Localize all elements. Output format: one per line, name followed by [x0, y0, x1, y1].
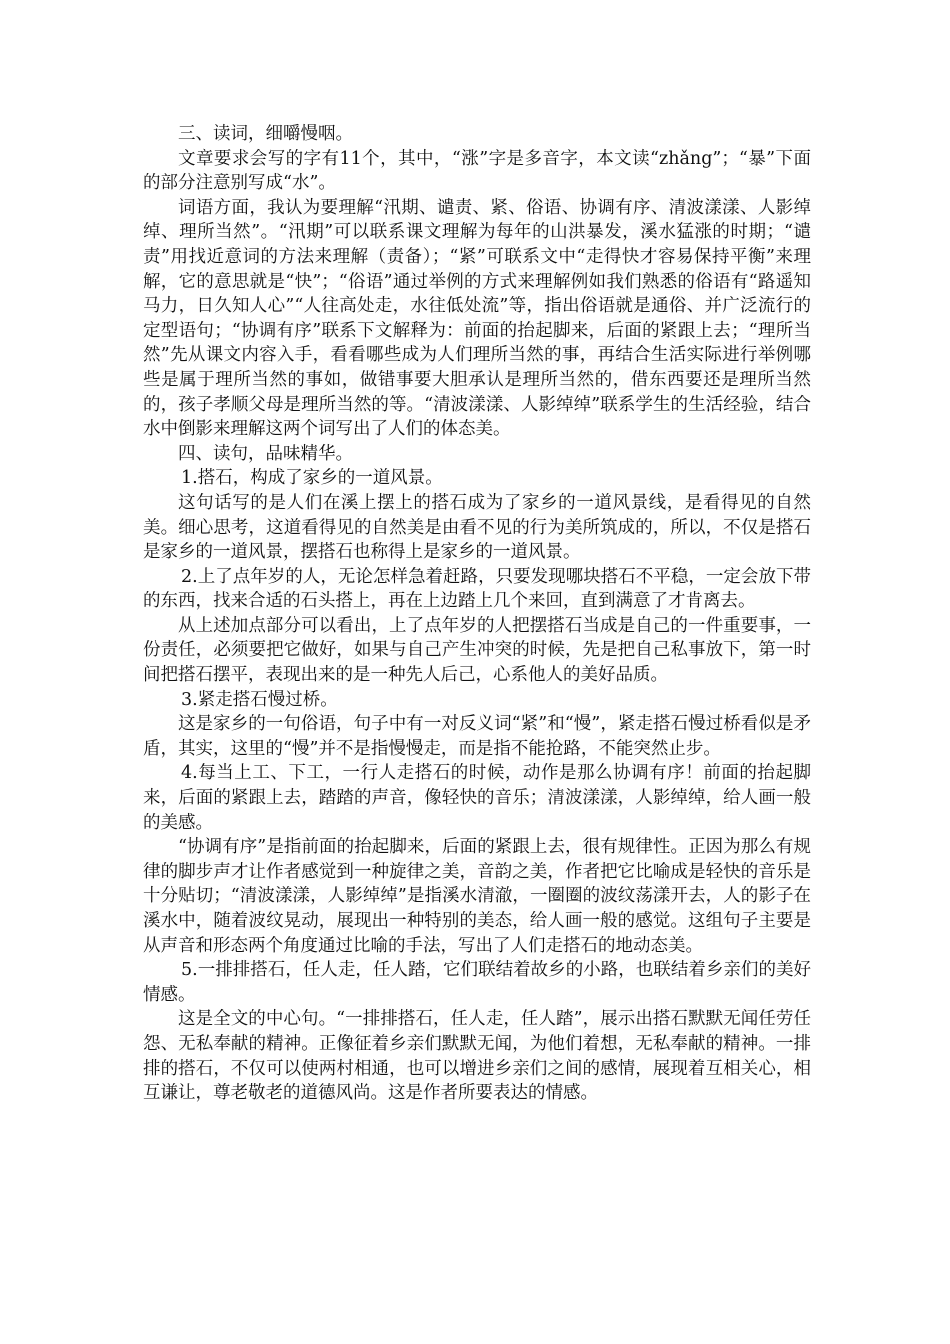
body-paragraph: 这是家乡的一句俗语，句子中有一对反义词“紧”和“慢”，紧走搭石慢过桥看似是矛盾，其实，这里的“慢”并不是指慢慢走，而是指不能抢路，不能突然止步。 [143, 714, 811, 759]
body-paragraph: “协调有序”是指前面的抬起脚来，后面的紧跟上去，很有规律性。正因为那么有规律的脚步声才让作者感觉到一种旋律之美，音韵之美，作者把它比喻成是轻快的音乐是十分贴切；“清波漾漾，人影绰绰”是指溪水清澈，一圈圈的波纹荡漾开去，人的影子在溪水中，随着波纹晃动，展现出一种特别的美态，给人画一般的感觉。这组句子主要是从声音和形态两个角度通过比喻的手法，写出了人们走搭石的地动态美。 [143, 837, 811, 956]
numbered-sentence-1: 1.搭石，构成了家乡的一道风景。 [181, 468, 443, 489]
body-paragraph: 文章要求会写的字有11个，其中，“涨”字是多音字，本文读“zhǎng”；“暴”下面的部分注意别写成“水”。 [143, 148, 811, 194]
section-heading-4: 四、读句，品味精华。 [178, 443, 353, 464]
body-paragraph: 这句话写的是人们在溪上摆上的搭石成为了家乡的一道风景线，是看得见的自然美。细心思考，这道看得见的自然美是由看不见的行为美所筑成的，所以，不仅是搭石是家乡的一道风景，摆搭石也称得上是家乡的一道风景。 [143, 492, 811, 563]
document-page [143, 122, 811, 1106]
body-paragraph: 这是全文的中心句。“一排排搭石，任人走，任人踏”，展示出搭石默默无闻任劳任怨、无私奉献的精神。正像征着乡亲们默默无闻，为他们着想，无私奉献的精神。一排排的搭石，不仅可以使两村相通，也可以增进乡亲们之间的感情，展现着互相关心，相互谦让，尊老敬老的道德风尚。这是作者所要表达的情感。 [143, 1009, 811, 1104]
body-paragraph: 词语方面，我认为要理解“汛期、谴责、紧、俗语、协调有序、清波漾漾、人影绰绰、理所当然”。“汛期”可以联系课文理解为每年的山洪暴发，溪水猛涨的时期；“谴责”用找近意词的方法来理解（责备）；“紧”可联系文中“走得快才容易保持平衡”来理解，它的意思就是“快”；“俗语”通过举例的方式来理解例如我们熟悉的俗语有“路遥知马力，日久知人心”“人往高处走，水往低处流”等，指出俗语就是通俗、并广泛流行的定型语句；“协调有序”联系下文解释为：前面的抬起脚来，后面的紧跟上去；“理所当然”先从课文内容入手，看看哪些成为人们理所当然的事，再结合生活实际进行举例哪些是属于理所当然的事如，做错事要大胆承认是理所当然的，借东西要还是理所当然的，孩子孝顺父母是理所当然的等。“清波漾漾、人影绰绰”联系学生的生活经验，结合水中倒影来理解这两个词写出了人们的体态美。 [143, 197, 811, 440]
section-heading-3: 三、读词，细嚼慢咽。 [178, 124, 353, 144]
body-paragraph: 从上述加点部分可以看出，上了点年岁的人把摆搭石当成是自己的一件重要事，一份责任，必须要把它做好，如果与自己产生冲突的时候，先是把自己私事放下，第一时间把搭石摆平，表现出来的是一种先人后己，心系他人的美好品质。 [143, 615, 811, 686]
numbered-sentence-3: 3.紧走搭石慢过桥。 [181, 689, 338, 710]
numbered-sentence-4: 4.每当上工、下工，一行人走搭石的时候，动作是那么协调有序！前面的抬起脚来，后面的紧跟上去，踏踏的声音，像轻快的音乐；清波漾漾，人影绰绰，给人画一般的美感。 [143, 763, 811, 833]
numbered-sentence-2: 2.上了点年岁的人，无论怎样急着赶路，只要发现哪块搭石不平稳，一定会放下带的东西，找来合适的石头搭上，再在上边踏上几个来回，直到满意了才肯离去。 [143, 566, 811, 612]
numbered-sentence-5: 5.一排排搭石，任人走，任人踏，它们联结着故乡的小路，也联结着乡亲们的美好情感。 [143, 960, 811, 1005]
